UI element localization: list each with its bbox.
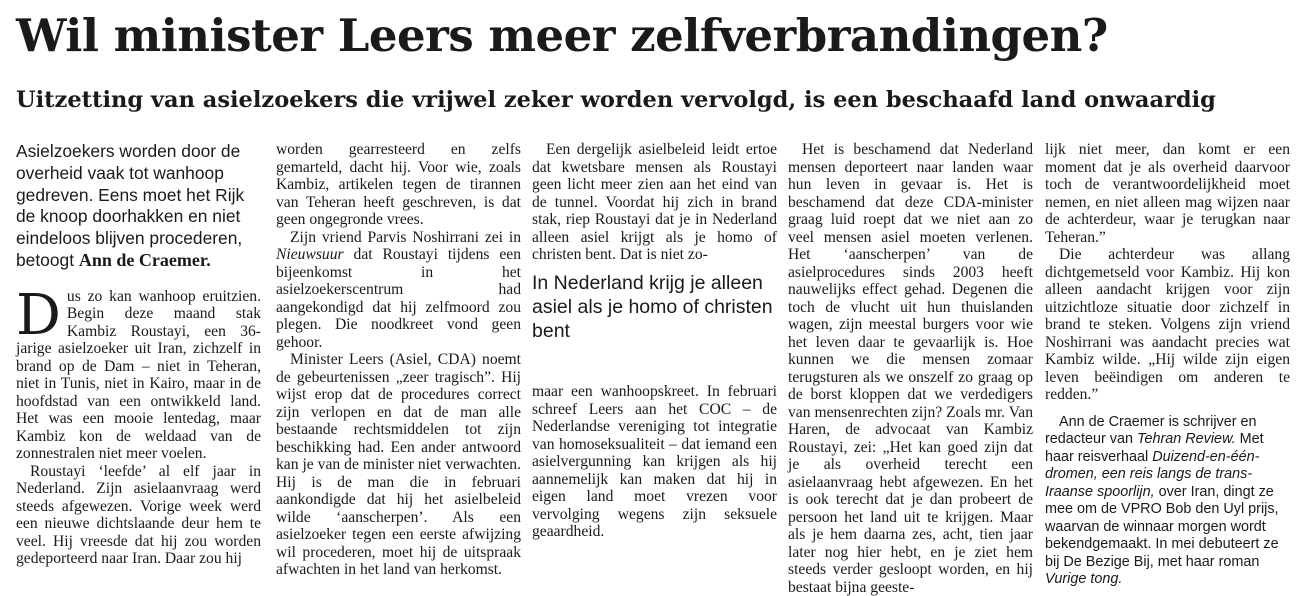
- lead-paragraph: [16, 141, 261, 272]
- headline: Wil minister Leers meer zelfverbrandingen?: [16, 9, 1108, 62]
- pull-quote: In Nederland krijg je alleen asiel als je homo of christen bent: [532, 272, 773, 342]
- body-text: dat Roustayi tijdens een bijeenkomst in het asielzoekerscentrum had aangekondigd dat hij zelfmoord zou plegen. Die noodkreet vond geen gehoor.: [276, 246, 521, 351]
- author-bio: [1045, 414, 1290, 589]
- column-2: [276, 141, 521, 579]
- subheadline: Uitzetting van asielzoekers die vrijwel zeker worden vervolgd, is een beschaafd land onwaardig: [16, 87, 1216, 113]
- lead-author: Ann de Craemer.: [78, 249, 211, 270]
- bio-text: Ann de Craemer is schrijver en redacteur van: [1045, 413, 1257, 447]
- body-paragraph: Die achterdeur was allang dichtgemetseld voor Kambiz. Hij kon alleen aandacht krijgen voor zijn uitzichtloze situatie door zichzelf in brand te steken. Volgens zijn vriend Noshirrani was aandacht precies wat Kambiz wilde. „Hij wilde zijn eigen leven beëindigen om anderen te redden.”: [1045, 246, 1290, 403]
- lead-text: Asielzoekers worden door de overheid vaak tot wanhoop gedreven. Eens moet het Rijk de knoop doorhakken en niet eindeloos blijven procederen, betoogt: [16, 141, 245, 270]
- column-4: [788, 141, 1033, 596]
- body-paragraph: Een dergelijk asielbeleid leidt ertoe dat kwetsbare mensen als Roustayi geen licht meer zien aan het eind van de tunnel. Voordat hij zich in brand stak, riep Roustayi dat je in Nederland alleen asiel krijgt als je homo of christen bent. Dat is niet zo-: [532, 141, 777, 263]
- body-paragraph: lijk niet meer, dan komt er een moment dat je als overheid daarvoor toch de verantwoordelijkheid moet nemen, en niet alleen mag wijzen naar de achterdeur, waar je terugkan naar Teheran.”: [1045, 141, 1290, 246]
- bio-text: Met haar reisverhaal: [1045, 431, 1264, 465]
- body-text: Zijn vriend Parvis Noshirrani zei in: [290, 228, 521, 246]
- bio-text: over Iran, dingt ze mee om de VPRO Bob den Uyl prijs, waarvan de winnaar morgen wordt bekendgemaakt. In mei debuteert ze bij De Bezige Bij, met haar roman: [1045, 483, 1279, 570]
- body-paragraph: [16, 282, 261, 463]
- column-3: [532, 141, 777, 264]
- body-paragraph: Roustayi ‘leefde’ al elf jaar in Nederland. Zijn asielaanvraag werd steeds afgewezen. Vorige week werd een nieuwe dichtslaande deur hem te veel. Hij vreesde dat hij zou worden gedeporteerd naar Iran. Daar zou hij: [16, 462, 261, 568]
- bio-book-title: Duizend-en-één-dromen, een reis langs de trans-Iraanse spoorlijn,: [1045, 448, 1260, 500]
- body-paragraph: Minister Leers (Asiel, CDA) noemt de gebeurtenissen „zeer tragisch”. Hij wijst erop dat de procedures correct zijn verlopen en dat de man alle bestaande rechtsmiddelen tot zijn beschikking had. Een ander antwoord kan je van de minister niet verwachten. Hij is de man die in februari aankondigde dat hij het asielbeleid wilde ‘aanscherpen’. Als een asielzoeker tegen een eerste afwijzing wil procederen, moet hij de uitspraak afwachten in het land van herkomst.: [276, 351, 521, 578]
- body-paragraph: maar een wanhoopskreet. In februari schreef Leers aan het COC – de Nederlandse vereniging tot integratie van homoseksualiteit – dat iemand een asielvergunning kan krijgen als hij aannemelijk kan maken dat hij in eigen land moet vrezen voor vervolging wegens zijn seksuele geaardheid.: [532, 383, 777, 540]
- body-paragraph: [276, 229, 521, 352]
- bio-novel-title: Vurige tong.: [1045, 571, 1123, 587]
- program-title: Nieuwsuur: [276, 246, 344, 263]
- body-text: us zo kan wanhoop eruitzien. Begin deze maand stak Kambiz Roustayi, een 36-jarige asielzoeker uit Iran, zichzelf in brand op de Dam – niet in Teheran, niet in Tunis, niet in Kairo, maar in de hoofdstad van een ontwikkeld land. Het was een mooie lentedag, maar Kambiz kon de weldaad van de zonnestralen niet meer voelen.: [16, 287, 261, 463]
- drop-cap: D: [16, 282, 61, 348]
- bio-publication: Tehran Review.: [1137, 431, 1236, 447]
- column-3-continued: [532, 383, 777, 541]
- body-paragraph: Het is beschamend dat Nederland mensen deporteert naar landen waar hun leven in gevaar is. Het is beschamend dat deze CDA-minister graag luid roept dat we niet aan zo veel mensen asiel moeten verlenen. Het ‘aanscherpen’ van de asielprocedures sinds 2003 heeft nauwelijks effect gehad. Degenen die toch de vlucht uit hun thuislanden wagen, zijn meestal burgers voor wie het leven daar te gevaarlijk is. Hoe kunnen we die mensen zomaar terugsturen als we onszelf zo graag op de borst kloppen dat we verdedigers van mensenrechten zijn? Zoals mr. Van Haren, de advocaat van Kambiz Roustayi, zei: „Het kan goed zijn dat je als overheid terecht een asielaanvraag hebt afgewezen. En het is ook terecht dat je dan probeert de persoon het land uit te krijgen. Maar als je hem daarna zes, acht, tien jaar later nog hier hebt, en je ziet hem steeds verder gesloopt worden, en hij bestaat bijna geeste-: [788, 141, 1033, 596]
- body-paragraph: worden gearresteerd en zelfs gemarteld, dacht hij. Voor wie, zoals Kambiz, artikelen tegen de tirannen van Teheran heeft geschreven, is dat geen ongegronde vrees.: [276, 141, 521, 228]
- column-5: [1045, 141, 1290, 589]
- column-1: [16, 141, 261, 568]
